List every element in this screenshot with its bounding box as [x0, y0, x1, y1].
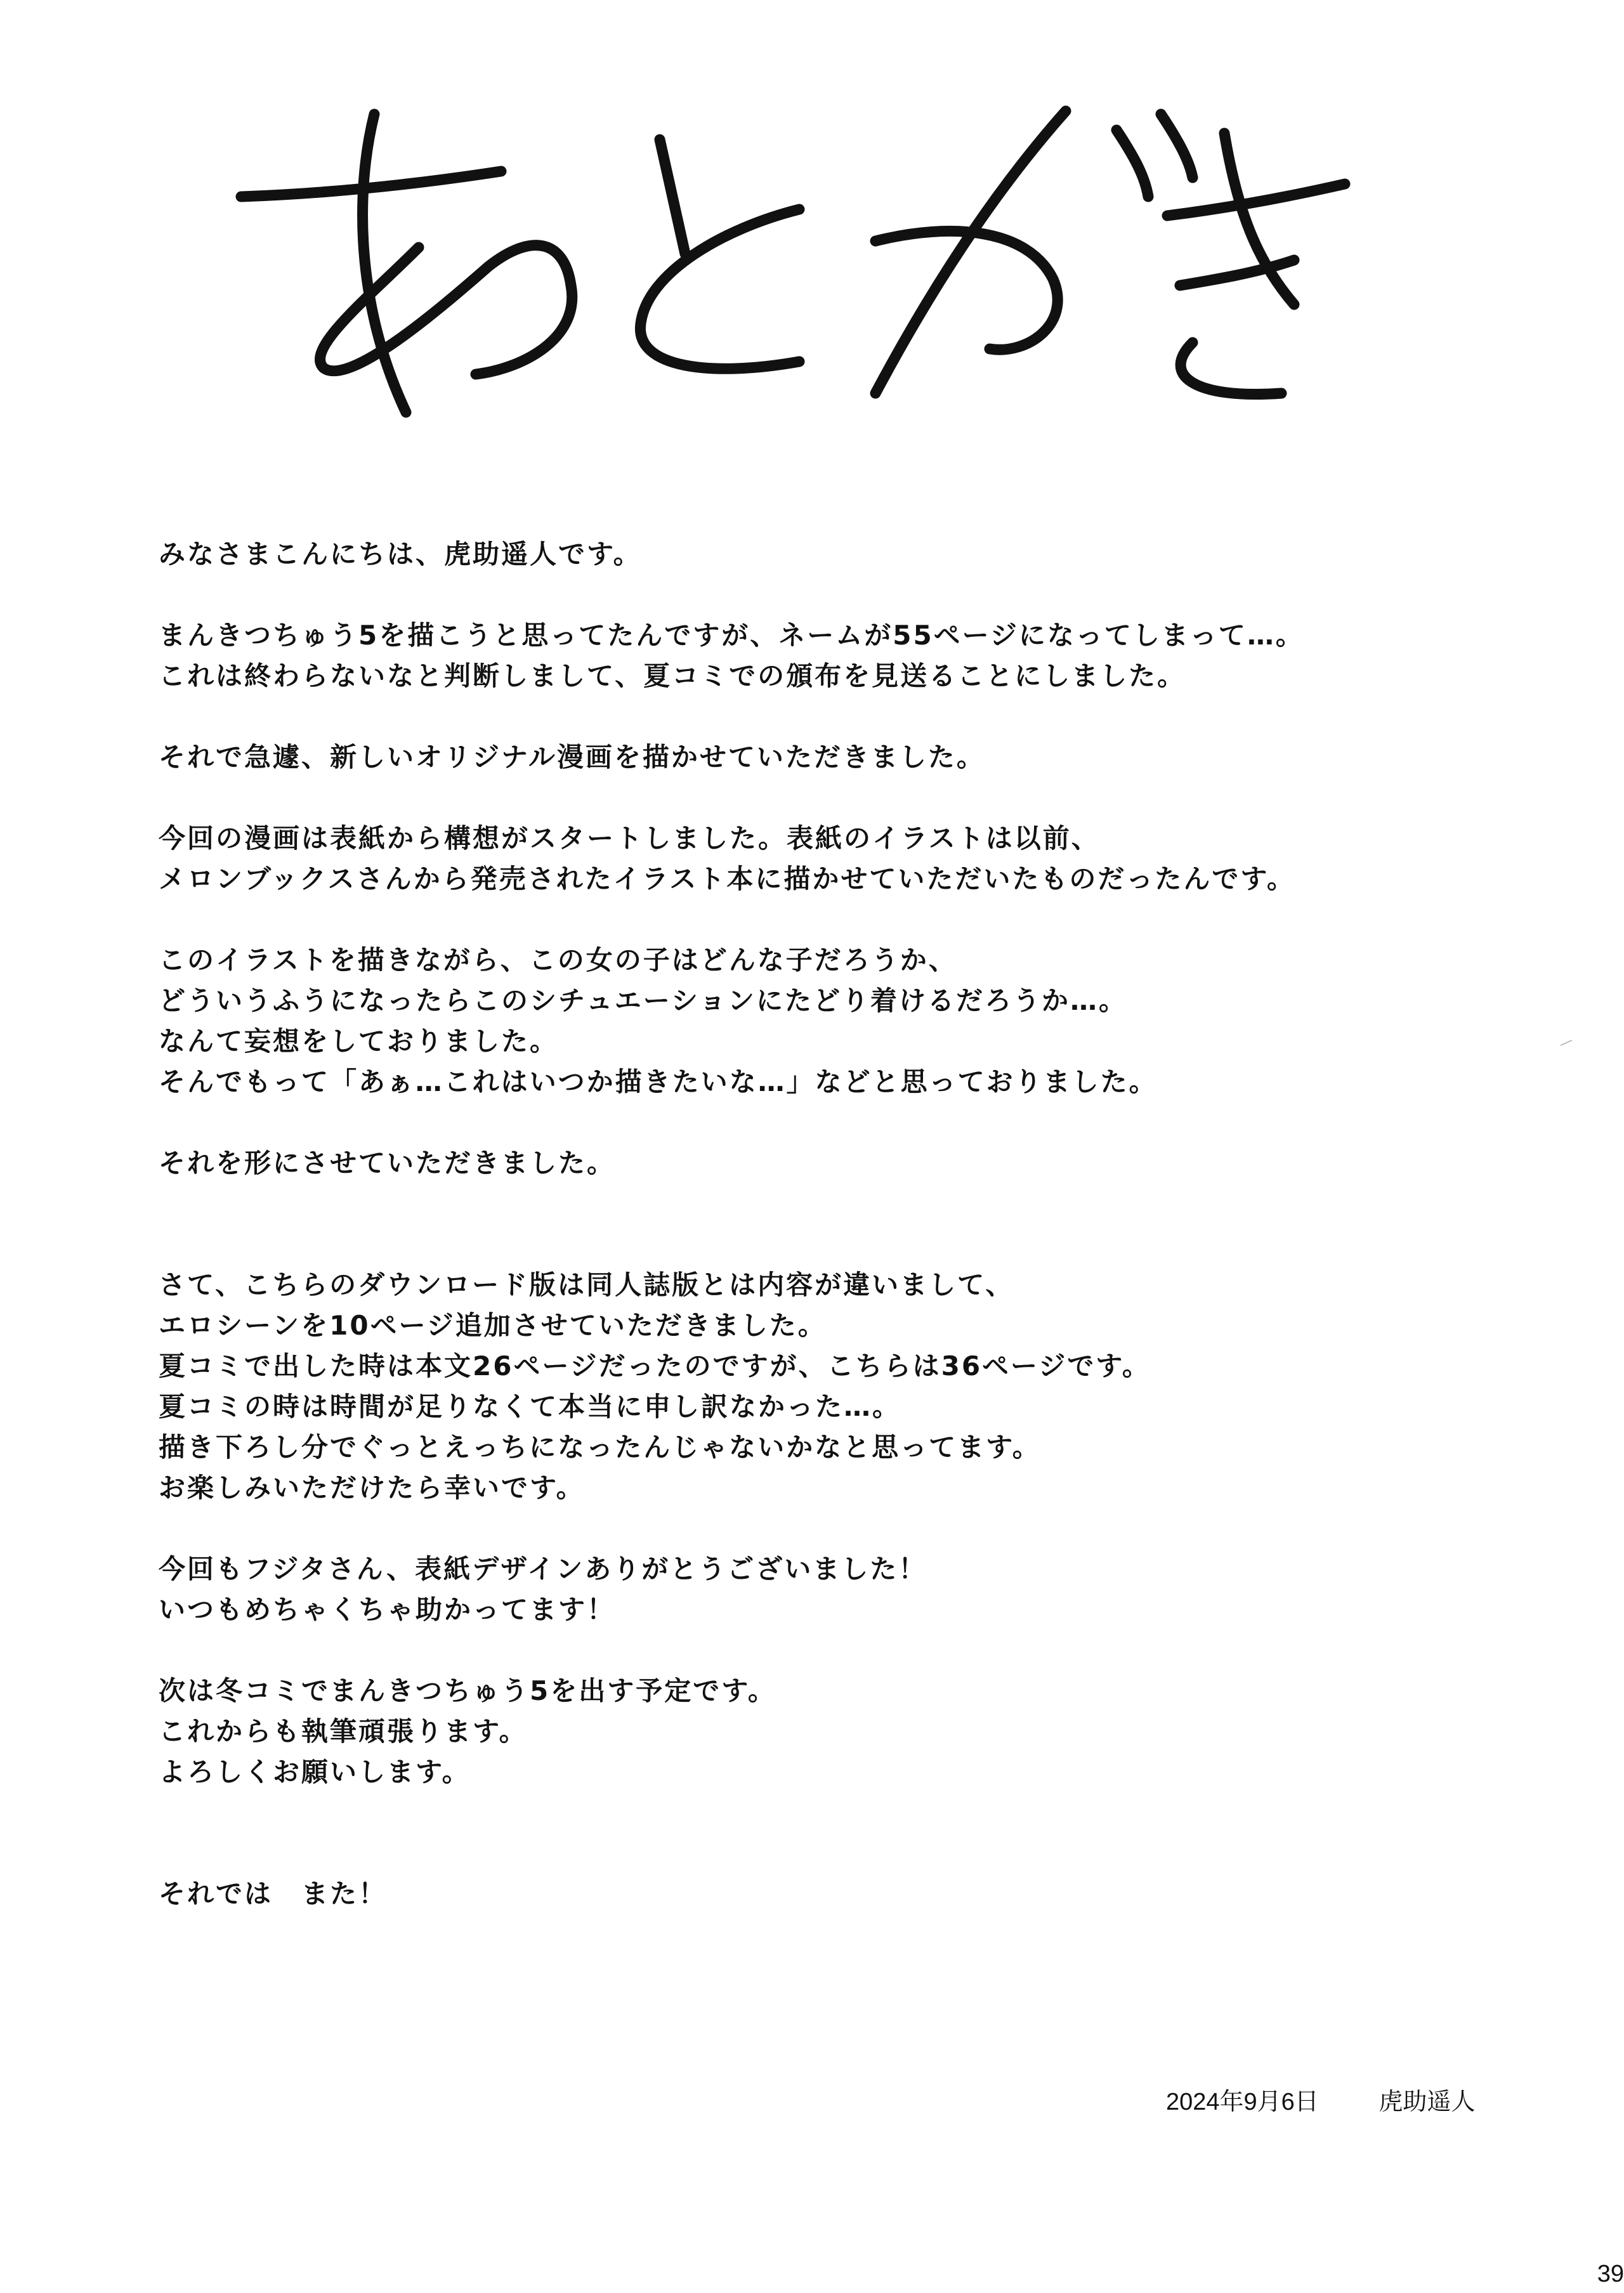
paragraph-line: それを形にさせていただきました。 [159, 1147, 616, 1179]
signature-author: 虎助遥人 [1378, 2089, 1476, 2115]
paragraph-line: どういうふうになったらこのシチュエーションにたどり着けるだろうか…。 [159, 985, 1128, 1016]
paragraph-line: メロンブックスさんから発売されたイラスト本に描かせていただいたものだったんです。 [159, 863, 1296, 894]
paragraph-line: 今回の漫画は表紙から構想がスタートしました。表紙のイラストは以前、 [159, 823, 1100, 854]
paragraph-line: このイラストを描きながら、この女の子はどんな子だろうか、 [159, 944, 957, 976]
paragraph-line: 夏コミで出した時は本文26ページだったのですが、こちらは36ページです。 [159, 1350, 1151, 1382]
paragraph [159, 615, 1453, 696]
paragraph-line: そんでもって「あぁ…これはいつか描きたいな…」などと思っておりました。 [159, 1066, 1158, 1097]
paragraph [159, 1265, 1453, 1508]
paragraph-line: 次は冬コミでまんきつちゅう5を出す予定です。 [159, 1675, 776, 1706]
paragraph [159, 818, 1453, 899]
paragraph-line: お楽しみいただけたら幸いです。 [159, 1472, 585, 1503]
paragraph-line: エロシーンを10ページ追加させていただきました。 [159, 1310, 827, 1341]
paragraph-line: 描き下ろし分でぐっとえっちになったんじゃないかなと思ってます。 [159, 1432, 1041, 1463]
paragraph [159, 1671, 1453, 1793]
stray-mark-icon [1559, 1039, 1573, 1047]
handwritten-title-art [228, 95, 1370, 425]
page-number: 39 [1597, 2261, 1624, 2287]
paragraph-line: まんきつちゅう5を描こうと思ってたんですが、ネームが55ページになってしまって…。 [159, 620, 1304, 651]
paragraph-line: 今回もフジタさん、表紙デザインありがとうございました！ [159, 1553, 927, 1584]
afterword-body [159, 534, 1453, 1955]
signature-date: 2024年9月6日 [1166, 2089, 1319, 2115]
paragraph-line: 夏コミの時は時間が足りなくて本当に申し訳なかった…。 [159, 1391, 901, 1422]
paragraph-line: それで急遽、新しいオリジナル漫画を描かせていただきました。 [159, 741, 985, 773]
signature [1166, 2087, 1475, 2117]
paragraph [159, 737, 1453, 778]
paragraph-line: さて、こちらのダウンロード版は同人誌版とは内容が違いまして、 [159, 1269, 1014, 1300]
paragraph-line: それでは また！ [159, 1878, 388, 1909]
paragraph [159, 1874, 1453, 1914]
paragraph [159, 1143, 1453, 1184]
page-title [228, 95, 1370, 425]
paragraph [159, 1549, 1453, 1630]
paragraph-line: いつもめちゃくちゃ助かってます！ [159, 1594, 616, 1625]
paragraph-line: よろしくお願いします。 [159, 1756, 471, 1787]
paragraph-line: これは終わらないなと判断しまして、夏コミでの頒布を見送ることにしました。 [159, 660, 1186, 691]
paragraph-line: これからも執筆頑張ります。 [159, 1716, 528, 1747]
paragraph [159, 534, 1453, 575]
paragraph-line: なんて妄想をしておりました。 [159, 1026, 559, 1057]
paragraph-line: みなさまこんにちは、虎助遥人です。 [159, 539, 642, 570]
paragraph [159, 940, 1453, 1102]
